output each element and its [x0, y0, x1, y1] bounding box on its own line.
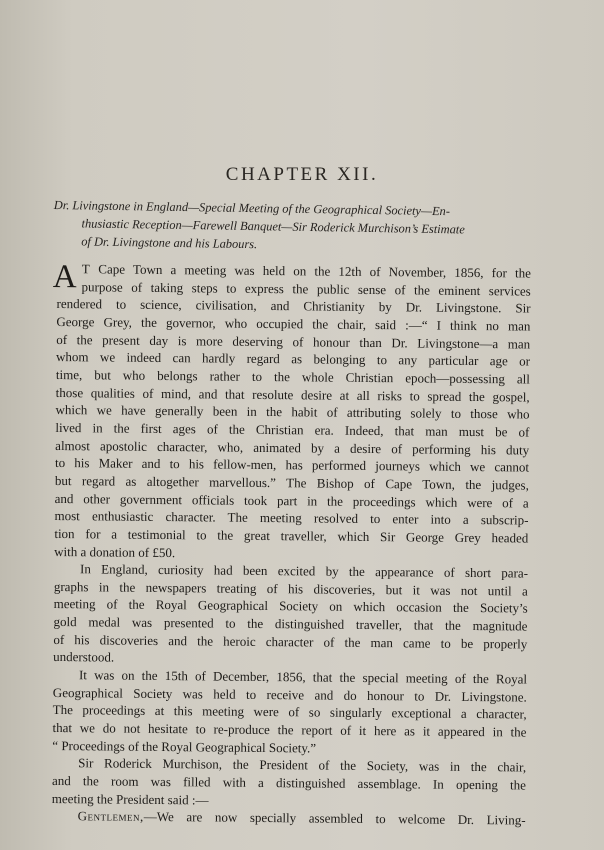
- paragraph-line: meeting the President said :—: [51, 790, 209, 808]
- paragraph-line: understood.: [53, 649, 115, 666]
- paragraph-line: Sir Roderick Murchison, the President of the Society, was in the chair,: [78, 755, 527, 775]
- chapter-summary: [53, 196, 532, 258]
- paragraph-line: It was on the 15th of December, 1856, that the special meeting of the Royal: [78, 667, 528, 687]
- paragraph-line: time, but who belongs rather to the whole Christian epoch—possessing all: [55, 366, 530, 387]
- paragraph-2: [53, 560, 528, 670]
- paragraph-line: and the room was filled with a distinguished assemblage. In opening the: [51, 773, 527, 793]
- paragraph-line: In England, curiosity had been excited by the appearance of short para-: [79, 561, 529, 581]
- first-word-rest: T: [81, 261, 91, 277]
- paragraph-3: [52, 666, 527, 759]
- paragraph-1: [54, 295, 531, 564]
- paragraph-line: tion for a testimonial to the great traveller, which Sir George Grey headed: [54, 525, 529, 546]
- paragraph-line: meeting of the Royal Geographical Society on which occasion the Society’s: [53, 596, 528, 617]
- chapter-heading: CHAPTER XII.: [225, 164, 379, 185]
- paragraph-line: to his Maker and to his fellow-men, has performed journeys which we cannot: [54, 455, 530, 475]
- paragraph-line: graphs in the newspapers treating of his discoveries, but it was not until a: [53, 578, 528, 599]
- paragraph-4: [52, 754, 526, 812]
- paragraph-line: George Grey, the governor, who occupied the chair, said :—“ I think no man: [56, 313, 531, 334]
- paragraph-line: of the present day is more deserving of honour than Dr. Livingstone—a man: [56, 331, 531, 352]
- drop-cap: A: [52, 258, 77, 296]
- paragraph-line: with a donation of £50.: [54, 543, 176, 560]
- paragraph-line: but regard as altogether marvellous.” The Bishop of Cape Town, the judges,: [54, 472, 529, 493]
- paragraph-line: and other government officials took part in the proceedings which were of a: [54, 490, 529, 511]
- summary-line: Dr. Livingstone in England—Special Meeting of the Geographical Society—En-: [53, 197, 451, 219]
- paragraph-line: gold medal was presented to the distinguished traveller, that the magnitude: [53, 614, 528, 634]
- paragraph-line: which we have generally been in the habit of attributing solely to those who: [55, 402, 530, 422]
- paragraph-line: that we do not hesitate to re-produce the report of it here as it appeared in the: [52, 720, 527, 740]
- salutation: Gentlemen,: [77, 808, 144, 825]
- summary-line: thusiastic Reception—Farewell Banquet—Sir Roderick Murchison’s Estimate: [81, 216, 465, 237]
- paragraph-line: of his discoveries and the heroic character of the man came to be properly: [53, 631, 528, 652]
- paragraph-line: [52, 807, 526, 829]
- summary-line: of Dr. Livingstone and his Labours.: [81, 234, 258, 252]
- paragraph-5: [52, 807, 526, 829]
- body-text: [52, 260, 531, 830]
- paragraph-line: The proceedings at this meeting were of so singularly exceptional a character,: [52, 702, 527, 722]
- opening-line-text: Cape Town a meeting was held on the 12th of November, 1856, for the: [90, 261, 531, 281]
- paragraph-line: whom we indeed can hardly regard as belonging to any particular age or: [55, 349, 531, 369]
- paragraph-line: “ Proceedings of the Royal Geographical Society.”: [52, 737, 317, 756]
- paragraph-line: lived in the first ages of the Christian era. Indeed, that man must be of: [55, 419, 530, 440]
- salutation-text: —We are now specially assembled to welcome Dr. Living-: [143, 809, 526, 828]
- paragraph-line: purpose of taking steps to express the public sense of the eminent services: [81, 278, 531, 299]
- paragraph-line: most enthusiastic character. The meeting resolved to enter into a subscrip-: [54, 508, 529, 528]
- paragraph-line: almost apostolic character, who, animated by a desire of performing his duty: [55, 437, 530, 458]
- paragraph-line: Geographical Society was held to receive and do honour to Dr. Livingstone.: [52, 684, 527, 705]
- paragraph-line: rendered to science, civilisation, and Christianity by Dr. Livingstone. Sir: [56, 296, 531, 316]
- paragraph-line: those qualities of mind, and that resolute desire at all risks to spread the gospel,: [55, 384, 530, 405]
